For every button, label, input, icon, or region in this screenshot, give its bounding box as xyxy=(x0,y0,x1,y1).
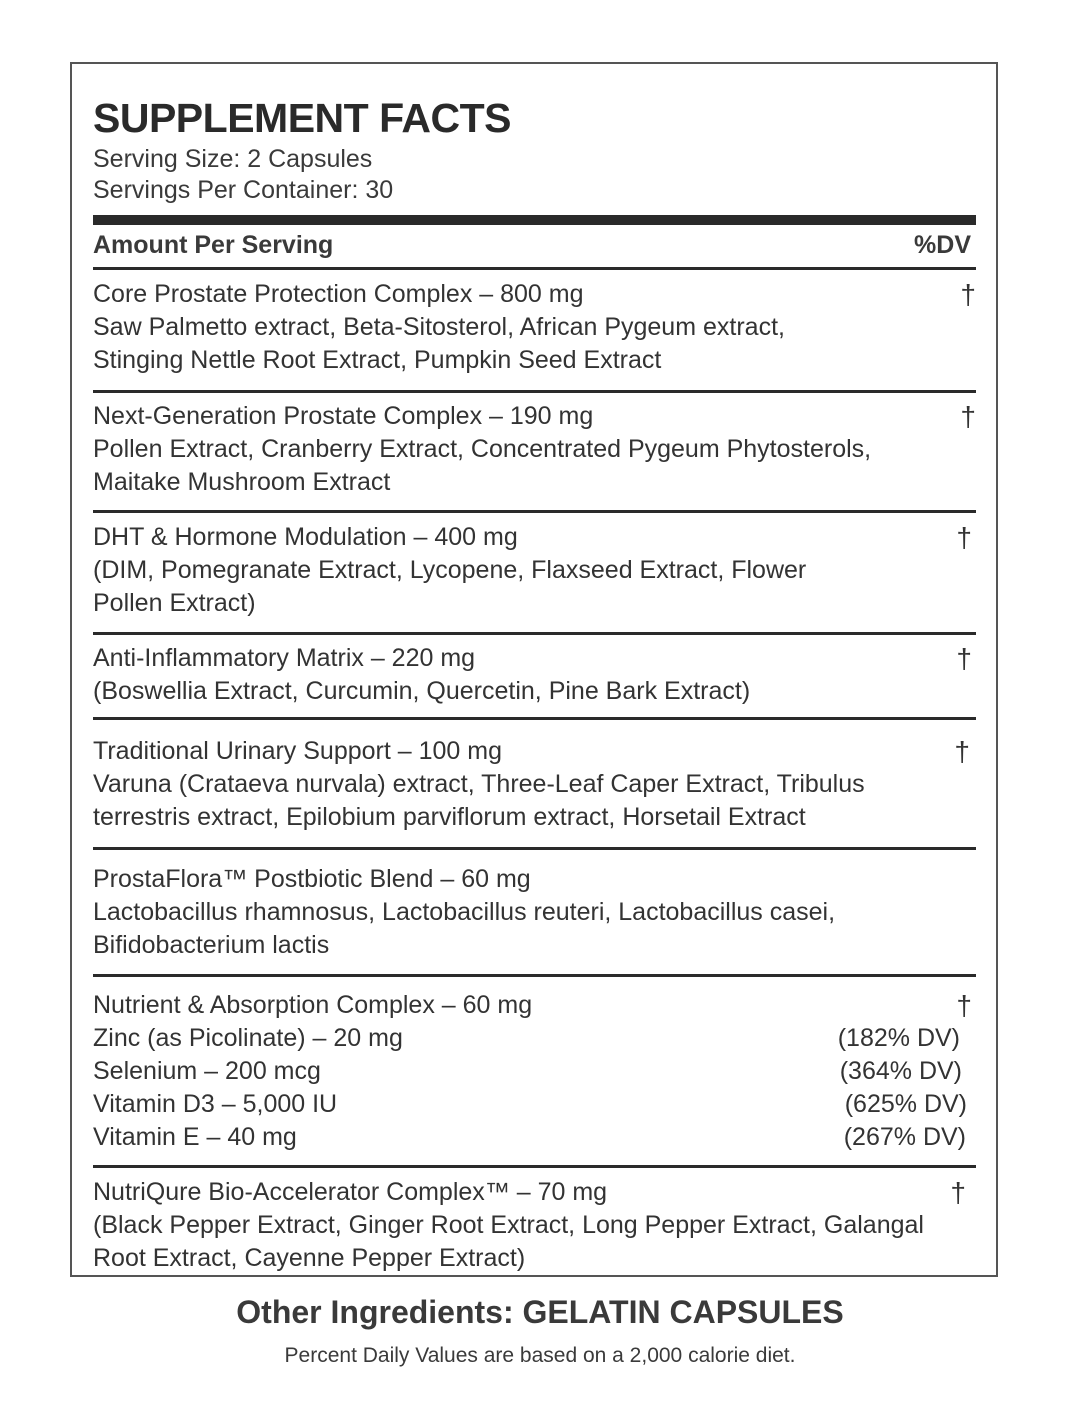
ingredient-line: terrestris extract, Epilobium parviflorum extract, Horsetail Extract xyxy=(93,803,806,831)
ingredient-line: Pollen Extract, Cranberry Extract, Concentrated Pygeum Phytosterols, xyxy=(93,435,872,463)
ingredient-line: Saw Palmetto extract, Beta-Sitosterol, African Pygeum extract, xyxy=(93,313,785,341)
section-nutrient-absorption xyxy=(93,989,976,1154)
section-title: NutriQure Bio-Accelerator Complex™ – 70 mg xyxy=(93,1178,608,1206)
nutrient-row xyxy=(93,1055,976,1088)
ingredient-line: (Black Pepper Extract, Ginger Root Extract, Long Pepper Extract, Galangal xyxy=(93,1211,924,1239)
section-urinary-support xyxy=(93,735,976,834)
nutrient-dv: (267% DV) xyxy=(843,1123,966,1151)
section-divider xyxy=(93,974,976,977)
dv-header-label: %DV xyxy=(914,231,971,259)
nutrient-row xyxy=(93,1022,976,1055)
panel-title: SUPPLEMENT FACTS xyxy=(93,95,511,141)
nutrient-row xyxy=(93,1088,976,1121)
servings-per-container: Servings Per Container: 30 xyxy=(93,176,394,204)
section-title: ProstaFlora™ Postbiotic Blend – 60 mg xyxy=(93,865,531,893)
dagger-mark: † xyxy=(950,1177,966,1208)
supplement-facts-panel xyxy=(70,62,998,1277)
dagger-mark: † xyxy=(954,736,970,767)
nutrient-dv: (625% DV) xyxy=(844,1090,967,1118)
section-title: DHT & Hormone Modulation – 400 mg xyxy=(93,523,518,551)
thick-divider xyxy=(93,215,976,225)
nutrient-name: Vitamin D3 – 5,000 IU xyxy=(93,1090,338,1118)
ingredient-line: Bifidobacterium lactis xyxy=(93,931,330,959)
daily-value-footnote: Percent Daily Values are based on a 2,000 calorie diet. xyxy=(284,1344,796,1367)
section-next-generation xyxy=(93,400,976,499)
nutrient-row xyxy=(93,1121,976,1154)
section-divider xyxy=(93,632,976,635)
section-divider xyxy=(93,390,976,393)
section-title: Anti-Inflammatory Matrix – 220 mg xyxy=(93,644,476,672)
ingredient-line: (DIM, Pomegranate Extract, Lycopene, Flaxseed Extract, Flower xyxy=(93,556,807,584)
section-prostaflora xyxy=(93,863,976,962)
dagger-mark: † xyxy=(960,279,976,310)
section-title: Nutrient & Absorption Complex – 60 mg xyxy=(93,991,533,1019)
amount-header xyxy=(93,230,976,260)
ingredient-line: Pollen Extract) xyxy=(93,589,256,617)
nutrient-name: Selenium – 200 mcg xyxy=(93,1057,321,1085)
section-dht-hormone xyxy=(93,521,976,620)
dagger-mark: † xyxy=(956,522,972,553)
ingredient-line: (Boswellia Extract, Curcumin, Quercetin, Pine Bark Extract) xyxy=(93,677,751,705)
section-title: Next-Generation Prostate Complex – 190 mg xyxy=(93,402,594,430)
other-ingredients: Other Ingredients: GELATIN CAPSULES xyxy=(236,1294,844,1330)
section-divider xyxy=(93,1165,976,1168)
ingredient-line: Lactobacillus rhamnosus, Lactobacillus reuteri, Lactobacillus casei, xyxy=(93,898,836,926)
ingredient-line: Maitake Mushroom Extract xyxy=(93,468,391,496)
nutrient-name: Vitamin E – 40 mg xyxy=(93,1123,297,1151)
dagger-mark: † xyxy=(956,643,972,674)
ingredient-line: Stinging Nettle Root Extract, Pumpkin Seed Extract xyxy=(93,346,662,374)
ingredient-line: Varuna (Crataeva nurvala) extract, Three-Leaf Caper Extract, Tribulus xyxy=(93,770,865,798)
section-title: Core Prostate Protection Complex – 800 mg xyxy=(93,280,584,308)
section-divider xyxy=(93,847,976,850)
serving-size: Serving Size: 2 Capsules xyxy=(93,145,373,173)
ingredient-line: Root Extract, Cayenne Pepper Extract) xyxy=(93,1244,526,1272)
section-divider xyxy=(93,267,976,270)
section-title: Traditional Urinary Support – 100 mg xyxy=(93,737,502,765)
nutrient-dv: (182% DV) xyxy=(837,1024,960,1052)
dagger-mark: † xyxy=(960,401,976,432)
dagger-mark: † xyxy=(956,990,972,1021)
nutrient-name: Zinc (as Picolinate) – 20 mg xyxy=(93,1024,403,1052)
section-anti-inflammatory xyxy=(93,642,976,708)
section-bio-accelerator xyxy=(93,1176,976,1275)
amount-per-serving-label: Amount Per Serving xyxy=(93,231,334,259)
section-core-prostate xyxy=(93,278,976,377)
section-divider xyxy=(93,510,976,513)
nutrient-dv: (364% DV) xyxy=(839,1057,962,1085)
section-divider xyxy=(93,717,976,720)
